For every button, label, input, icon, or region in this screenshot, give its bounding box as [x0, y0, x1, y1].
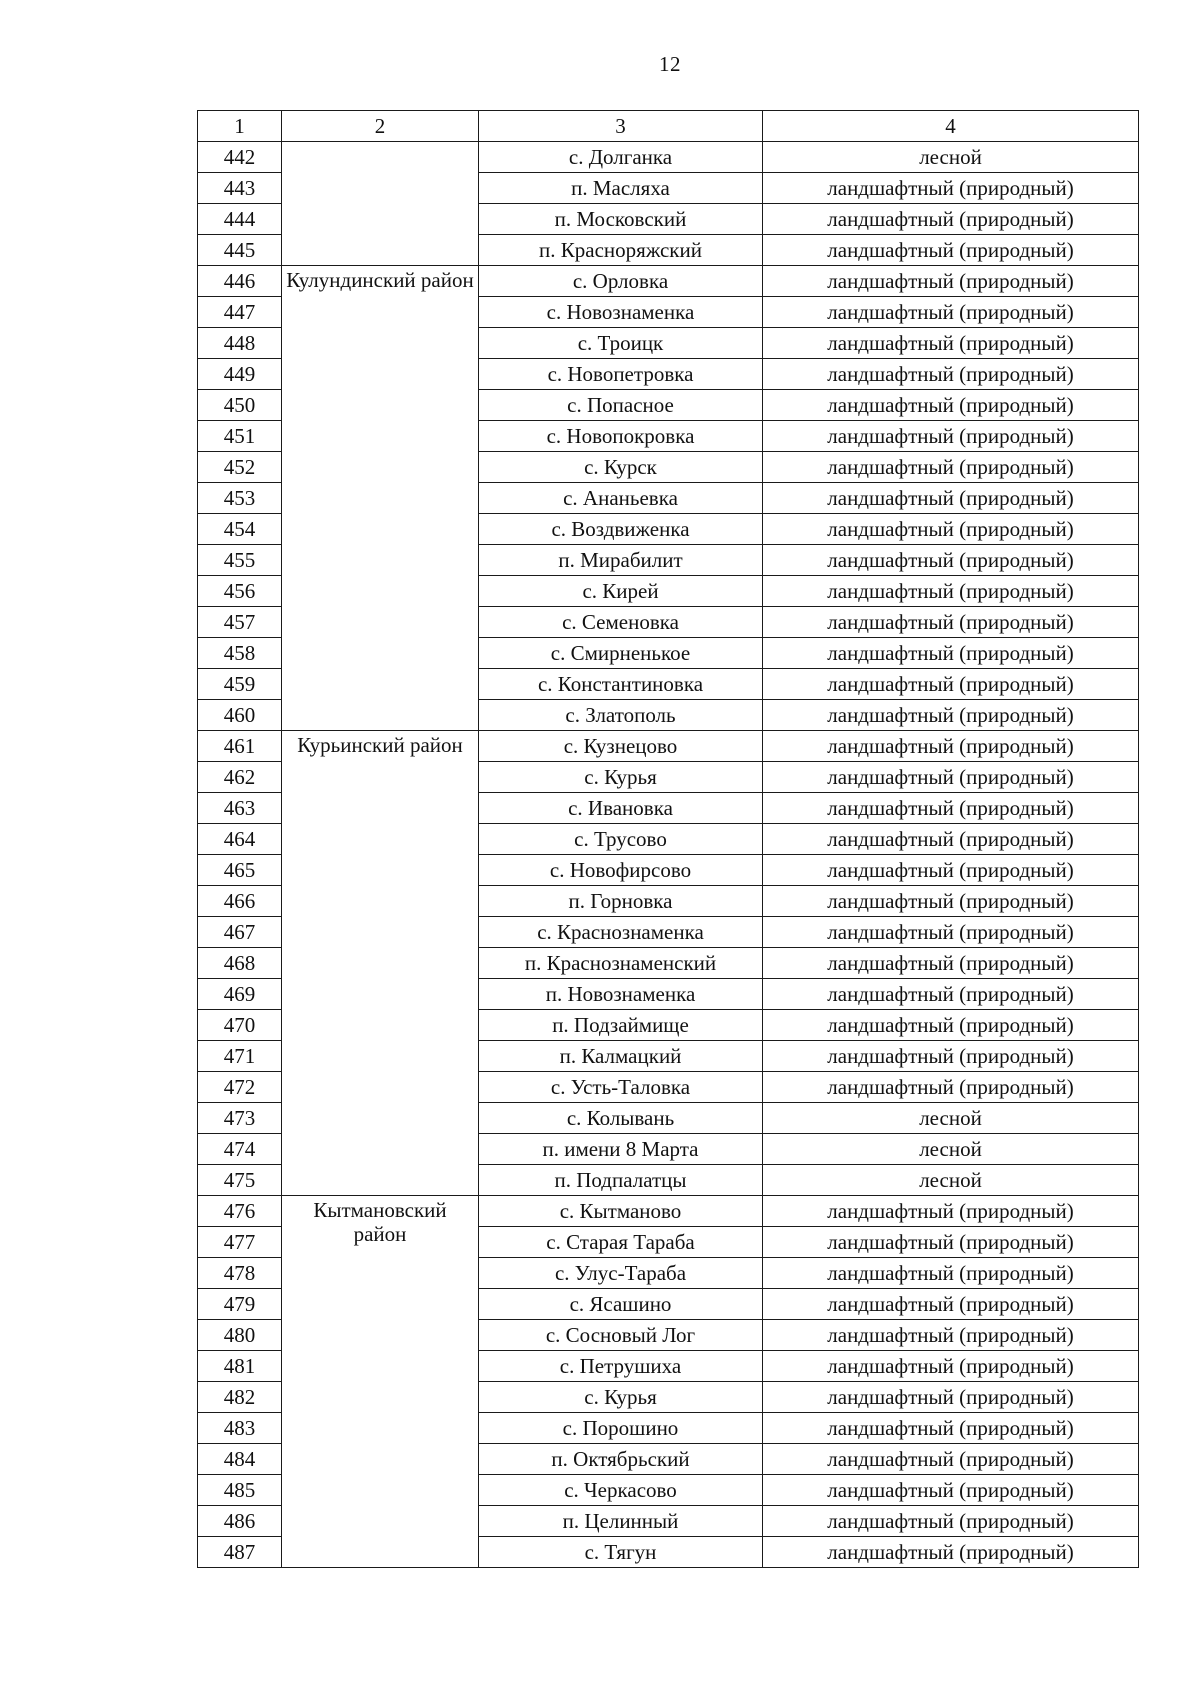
type-cell: ландшафтный (природный): [763, 607, 1139, 638]
row-number-cell: 474: [198, 1134, 282, 1165]
type-cell: ландшафтный (природный): [763, 173, 1139, 204]
row-number-cell: 487: [198, 1537, 282, 1568]
type-cell: ландшафтный (природный): [763, 1072, 1139, 1103]
type-cell: ландшафтный (природный): [763, 948, 1139, 979]
settlement-cell: с. Тягун: [479, 1537, 763, 1568]
row-number-cell: 469: [198, 979, 282, 1010]
type-cell: ландшафтный (природный): [763, 917, 1139, 948]
row-number-cell: 482: [198, 1382, 282, 1413]
settlement-cell: с. Трусово: [479, 824, 763, 855]
type-cell: ландшафтный (природный): [763, 297, 1139, 328]
type-cell: ландшафтный (природный): [763, 669, 1139, 700]
header-col-1: 1: [198, 111, 282, 142]
type-cell: ландшафтный (природный): [763, 1506, 1139, 1537]
row-number-cell: 459: [198, 669, 282, 700]
type-cell: ландшафтный (природный): [763, 1382, 1139, 1413]
row-number-cell: 448: [198, 328, 282, 359]
settlement-cell: с. Ананьевка: [479, 483, 763, 514]
type-cell: ландшафтный (природный): [763, 793, 1139, 824]
row-number-cell: 443: [198, 173, 282, 204]
row-number-cell: 462: [198, 762, 282, 793]
settlement-cell: с. Старая Тараба: [479, 1227, 763, 1258]
header-col-4: 4: [763, 111, 1139, 142]
type-cell: ландшафтный (природный): [763, 235, 1139, 266]
row-number-cell: 450: [198, 390, 282, 421]
row-number-cell: 457: [198, 607, 282, 638]
row-number-cell: 446: [198, 266, 282, 297]
type-cell: ландшафтный (природный): [763, 762, 1139, 793]
type-cell: ландшафтный (природный): [763, 1444, 1139, 1475]
type-cell: ландшафтный (природный): [763, 886, 1139, 917]
settlement-cell: с. Кузнецово: [479, 731, 763, 762]
row-number-cell: 454: [198, 514, 282, 545]
row-number-cell: 478: [198, 1258, 282, 1289]
settlement-cell: с. Курья: [479, 1382, 763, 1413]
district-name: Кулундинский район: [286, 268, 474, 292]
settlement-cell: с. Воздвиженка: [479, 514, 763, 545]
table-header: [198, 111, 1139, 142]
page-number: 12: [659, 52, 681, 76]
row-number-cell: 463: [198, 793, 282, 824]
settlement-cell: п. Целинный: [479, 1506, 763, 1537]
row-number-cell: 476: [198, 1196, 282, 1227]
row-number-cell: 472: [198, 1072, 282, 1103]
settlement-cell: с. Сосновый Лог: [479, 1320, 763, 1351]
row-number-cell: 445: [198, 235, 282, 266]
type-cell: ландшафтный (природный): [763, 359, 1139, 390]
type-cell: ландшафтный (природный): [763, 731, 1139, 762]
type-cell: ландшафтный (природный): [763, 576, 1139, 607]
row-number-cell: 481: [198, 1351, 282, 1382]
settlement-cell: п. Октябрьский: [479, 1444, 763, 1475]
type-cell: ландшафтный (природный): [763, 855, 1139, 886]
table-body: [198, 142, 1139, 1568]
row-number-cell: 486: [198, 1506, 282, 1537]
type-cell: ландшафтный (природный): [763, 1258, 1139, 1289]
settlement-cell: с. Ясашино: [479, 1289, 763, 1320]
row-number-cell: 467: [198, 917, 282, 948]
row-number-cell: 484: [198, 1444, 282, 1475]
settlement-cell: с. Троицк: [479, 328, 763, 359]
row-number-cell: 444: [198, 204, 282, 235]
settlement-cell: с. Ивановка: [479, 793, 763, 824]
settlement-cell: с. Усть-Таловка: [479, 1072, 763, 1103]
type-cell: ландшафтный (природный): [763, 1475, 1139, 1506]
settlement-cell: п. Подзаймище: [479, 1010, 763, 1041]
header-row: [198, 111, 1139, 142]
row-number-cell: 452: [198, 452, 282, 483]
row-number-cell: 455: [198, 545, 282, 576]
settlement-cell: п. имени 8 Марта: [479, 1134, 763, 1165]
settlement-cell: п. Московский: [479, 204, 763, 235]
type-cell: ландшафтный (природный): [763, 545, 1139, 576]
settlement-cell: с. Петрушиха: [479, 1351, 763, 1382]
settlement-cell: с. Златополь: [479, 700, 763, 731]
settlement-cell: с. Новопетровка: [479, 359, 763, 390]
type-cell: лесной: [763, 142, 1139, 173]
settlement-cell: с. Черкасово: [479, 1475, 763, 1506]
row-number-cell: 453: [198, 483, 282, 514]
type-cell: ландшафтный (природный): [763, 1320, 1139, 1351]
settlement-cell: п. Новознаменка: [479, 979, 763, 1010]
settlement-cell: с. Кытманово: [479, 1196, 763, 1227]
row-number-cell: 451: [198, 421, 282, 452]
settlement-cell: с. Новознаменка: [479, 297, 763, 328]
row-number-cell: 477: [198, 1227, 282, 1258]
settlement-cell: с. Порошино: [479, 1413, 763, 1444]
row-number-cell: 465: [198, 855, 282, 886]
district-cell: [282, 1196, 479, 1568]
type-cell: ландшафтный (природный): [763, 1196, 1139, 1227]
header-col-2: 2: [282, 111, 479, 142]
settlement-cell: с. Курск: [479, 452, 763, 483]
table-row: [198, 266, 1139, 297]
row-number-cell: 471: [198, 1041, 282, 1072]
settlement-cell: п. Красноряжский: [479, 235, 763, 266]
settlement-cell: п. Горновка: [479, 886, 763, 917]
type-cell: ландшафтный (природный): [763, 1010, 1139, 1041]
settlement-cell: с. Курья: [479, 762, 763, 793]
settlement-cell: п. Подпалатцы: [479, 1165, 763, 1196]
row-number-cell: 475: [198, 1165, 282, 1196]
district-name: Курьинский район: [297, 733, 463, 757]
type-cell: ландшафтный (природный): [763, 1537, 1139, 1568]
type-cell: ландшафтный (природный): [763, 700, 1139, 731]
row-number-cell: 458: [198, 638, 282, 669]
row-number-cell: 460: [198, 700, 282, 731]
row-number-cell: 464: [198, 824, 282, 855]
type-cell: ландшафтный (природный): [763, 421, 1139, 452]
type-cell: ландшафтный (природный): [763, 328, 1139, 359]
row-number-cell: 468: [198, 948, 282, 979]
type-cell: ландшафтный (природный): [763, 1227, 1139, 1258]
settlement-cell: с. Новофирсово: [479, 855, 763, 886]
settlement-cell: с. Улус-Тараба: [479, 1258, 763, 1289]
row-number-cell: 485: [198, 1475, 282, 1506]
table-row: [198, 1196, 1139, 1227]
row-number-cell: 449: [198, 359, 282, 390]
settlement-cell: с. Семеновка: [479, 607, 763, 638]
type-cell: лесной: [763, 1103, 1139, 1134]
settlement-cell: с. Орловка: [479, 266, 763, 297]
type-cell: ландшафтный (природный): [763, 1413, 1139, 1444]
type-cell: лесной: [763, 1165, 1139, 1196]
row-number-cell: 466: [198, 886, 282, 917]
type-cell: ландшафтный (природный): [763, 514, 1139, 545]
settlement-cell: с. Краснознаменка: [479, 917, 763, 948]
district-cell: [282, 731, 479, 1196]
settlement-cell: п. Масляха: [479, 173, 763, 204]
row-number-cell: 442: [198, 142, 282, 173]
settlement-cell: с. Колывань: [479, 1103, 763, 1134]
type-cell: ландшафтный (природный): [763, 979, 1139, 1010]
row-number-cell: 470: [198, 1010, 282, 1041]
type-cell: ландшафтный (природный): [763, 266, 1139, 297]
settlement-cell: п. Мирабилит: [479, 545, 763, 576]
type-cell: ландшафтный (природный): [763, 1041, 1139, 1072]
settlement-cell: с. Кирей: [479, 576, 763, 607]
district-cell: [282, 142, 479, 266]
settlement-cell: с. Попасное: [479, 390, 763, 421]
row-number-cell: 479: [198, 1289, 282, 1320]
type-cell: ландшафтный (природный): [763, 1289, 1139, 1320]
row-number-cell: 456: [198, 576, 282, 607]
row-number-cell: 461: [198, 731, 282, 762]
type-cell: ландшафтный (природный): [763, 452, 1139, 483]
type-cell: ландшафтный (природный): [763, 1351, 1139, 1382]
type-cell: ландшафтный (природный): [763, 638, 1139, 669]
table-row: [198, 731, 1139, 762]
row-number-cell: 480: [198, 1320, 282, 1351]
registry-table: [197, 110, 1139, 1568]
settlement-cell: с. Константиновка: [479, 669, 763, 700]
row-number-cell: 447: [198, 297, 282, 328]
header-col-3: 3: [479, 111, 763, 142]
type-cell: ландшафтный (природный): [763, 483, 1139, 514]
settlement-cell: п. Калмацкий: [479, 1041, 763, 1072]
settlement-cell: с. Долганка: [479, 142, 763, 173]
type-cell: ландшафтный (природный): [763, 204, 1139, 235]
district-cell: [282, 266, 479, 731]
settlement-cell: с. Смирненькое: [479, 638, 763, 669]
row-number-cell: 473: [198, 1103, 282, 1134]
row-number-cell: 483: [198, 1413, 282, 1444]
type-cell: ландшафтный (природный): [763, 390, 1139, 421]
type-cell: ландшафтный (природный): [763, 824, 1139, 855]
settlement-cell: с. Новопокровка: [479, 421, 763, 452]
settlement-cell: п. Краснознаменский: [479, 948, 763, 979]
table-row: [198, 142, 1139, 173]
district-name: Кытмановский район: [313, 1198, 447, 1246]
type-cell: лесной: [763, 1134, 1139, 1165]
